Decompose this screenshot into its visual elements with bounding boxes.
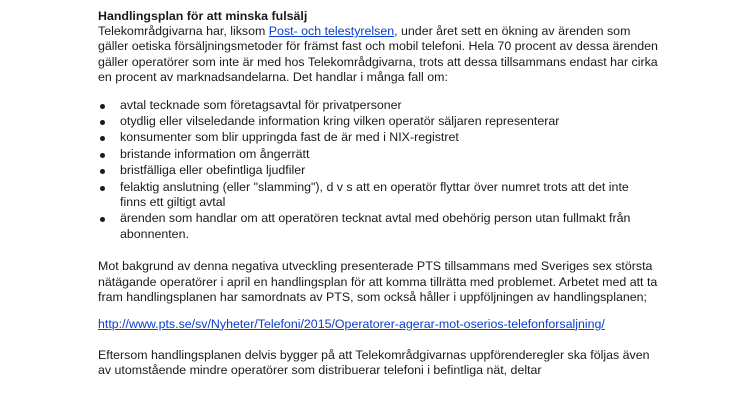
list-item (98, 98, 658, 113)
url-paragraph (98, 317, 658, 332)
list-item (98, 163, 658, 178)
list-item-text: konsumenter som blir uppringda fast de är med i NIX-registret (120, 130, 459, 145)
bullet-icon (100, 136, 105, 141)
list-item (98, 114, 658, 129)
pts-news-url-link[interactable]: http://www.pts.se/sv/Nyheter/Telefoni/2015/Operatorer-agerar-mot-oserios-telefonforsaljning/ (98, 316, 605, 331)
closing-paragraph: Eftersom handlingsplanen delvis bygger på att Telekområdgivarnas uppförenderegler ska följas även av utomstående mindre operatörer som distribuerar telefoni i befintliga nät, deltar (98, 347, 650, 378)
bullet-icon (100, 217, 105, 222)
list-item-text: bristande information om ångerrätt (120, 146, 310, 161)
list-item (98, 211, 658, 242)
list-item-text: felaktig anslutning (eller "slamming"), d v s att en operatör flyttar över numret trots att det inte finns ett giltigt avtal (120, 179, 629, 210)
list-item (98, 180, 658, 211)
bullet-list (98, 98, 658, 243)
list-item-text: avtal tecknade som företagsavtal för privatpersoner (120, 97, 402, 112)
list-item-text: otydlig eller vilseledande information kring vilken operatör säljaren representerar (120, 114, 560, 129)
bullet-icon (100, 169, 105, 174)
section-heading: Handlingsplan för att minska fulsälj (98, 9, 308, 23)
background-paragraph: Mot bakgrund av denna negativa utveckling presenterade PTS tillsammans med Sveriges sex största nätägande operatörer i april en handlingsplan för att komma tillrätta med problemet. Arbetet med att ta fram handlingsplanen har samordnats av PTS, som också håller i uppföljningen av handlingsplanen; (98, 259, 658, 305)
bullet-icon (100, 120, 105, 125)
pts-link[interactable]: Post- och telestyrelsen (268, 24, 395, 38)
intro-text-after-link: , under året sett en ökning av ärenden som gäller oetiska försäljningsmetoder för främst fast och mobil telefoni. Hela 70 procent av dessa ärenden gäller operatörer som inte är med hos Telekområdgivarna, trots att dessa tillsammans endast har cirka en procent av marknadsandelarna. Det handlar i många fall om: (98, 24, 658, 85)
list-item (98, 130, 658, 145)
bullet-icon (100, 186, 105, 191)
list-item (98, 147, 658, 162)
bullet-icon (100, 104, 105, 109)
list-item-text: ärenden som handlar om att operatören tecknat avtal med obehörig person utan fullmakt från abonnenten. (120, 211, 631, 241)
intro-paragraph (98, 24, 658, 86)
document-body (98, 9, 658, 379)
list-item-text: bristfälliga eller obefintliga ljudfiler (120, 163, 306, 178)
bullet-icon (100, 153, 105, 158)
intro-text-before-link: Telekområdgivarna har, liksom (98, 24, 269, 38)
